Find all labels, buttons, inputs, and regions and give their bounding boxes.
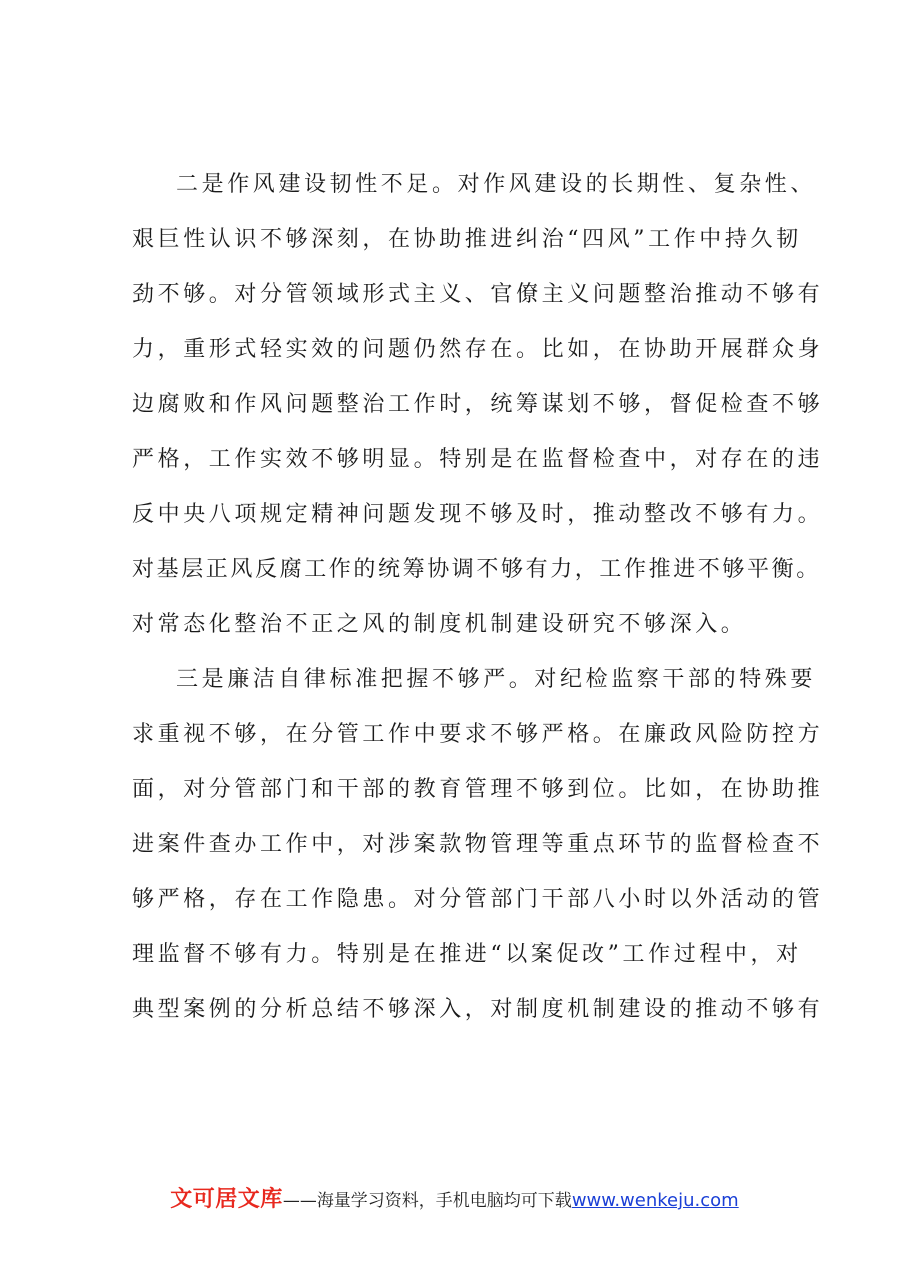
paragraph-line: 典型案例的分析总结不够深入，对制度机制建设的推动不够有 [132, 997, 824, 1022]
paragraph-line: 边腐败和作风问题整治工作时，统筹谋划不够，督促检查不够 [132, 392, 824, 417]
paragraph-line: 求重视不够，在分管工作中要求不够严格。在廉政风险防控方 [132, 722, 824, 747]
paragraph-line: 二是作风建设韧性不足。对作风建设的长期性、复杂性、 [176, 172, 817, 197]
document-body [132, 162, 824, 1042]
brand-name: 文可居文库 [170, 1187, 283, 1212]
paragraph-line: 力，重形式轻实效的问题仍然存在。比如，在协助开展群众身 [132, 337, 824, 362]
paragraph-line: 够严格，存在工作隐患。对分管部门干部八小时以外活动的管 [132, 887, 824, 912]
paragraph-line: 反中央八项规定精神问题发现不够及时，推动整改不够有力。 [132, 502, 824, 527]
paragraph-line: 劲不够。对分管领域形式主义、官僚主义问题整治推动不够有 [132, 282, 824, 307]
paragraph-line: 严格，工作实效不够明显。特别是在监督检查中，对存在的违 [132, 447, 824, 472]
paragraph-line: 对基层正风反腐工作的统筹协调不够有力，工作推进不够平衡。 [132, 557, 821, 582]
paragraph-line: 三是廉洁自律标准把握不够严。对纪检监察干部的特殊要 [176, 667, 817, 692]
website-link[interactable]: www.wenkeju.com [571, 1190, 739, 1211]
paragraph-line: 艰巨性认识不够深刻，在协助推进纠治“四风”工作中持久韧 [132, 227, 802, 252]
paragraph-line: 对常态化整治不正之风的制度机制建设研究不够深入。 [132, 612, 747, 637]
paragraph-line: 面，对分管部门和干部的教育管理不够到位。比如，在协助推 [132, 777, 824, 802]
footer-banner [0, 1182, 909, 1213]
paragraph-line: 理监督不够有力。特别是在推进“以案促改”工作过程中，对 [132, 942, 802, 967]
footer-tagline: ——海量学习资料，手机电脑均可下载 [282, 1191, 572, 1211]
paragraph-line: 进案件查办工作中，对涉案款物管理等重点环节的监督检查不 [132, 832, 824, 857]
